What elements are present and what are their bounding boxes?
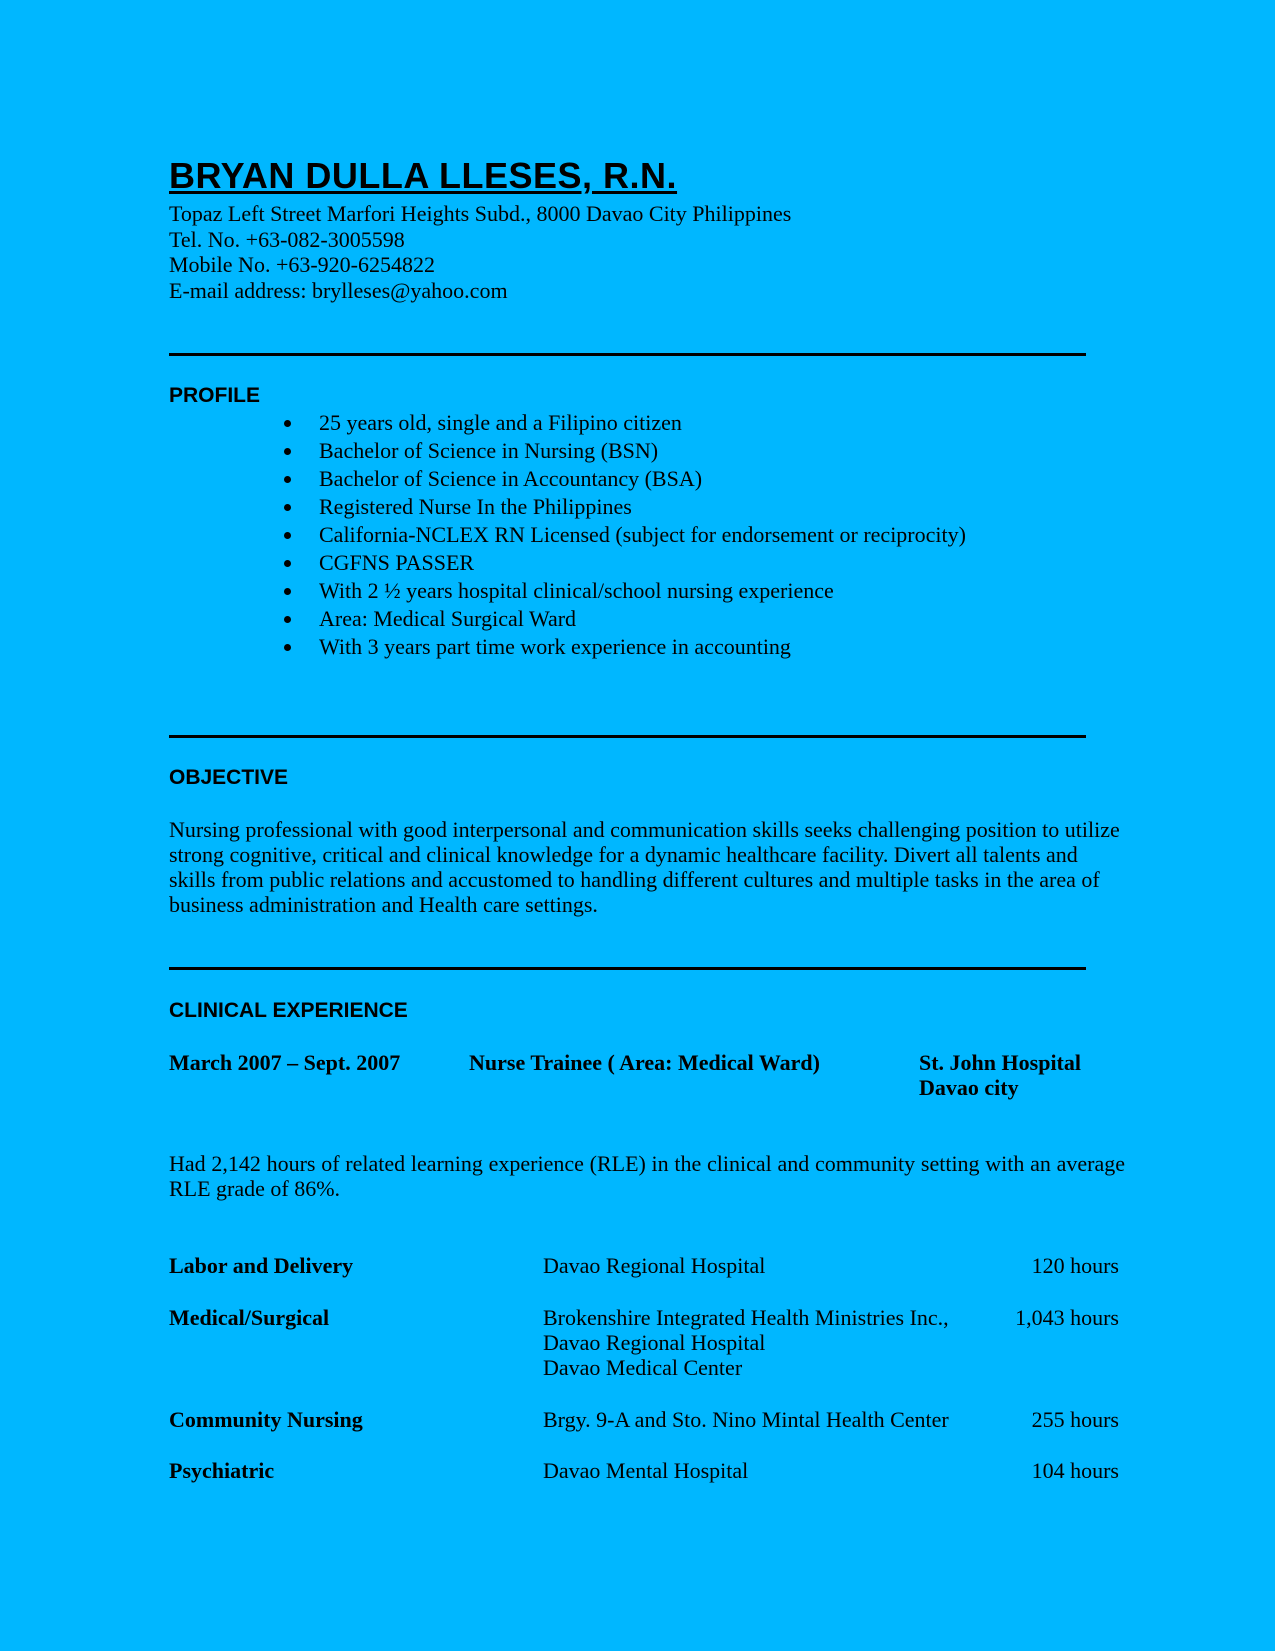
- rotation-site: Brokenshire Integrated Health Ministries Inc.,: [543, 1305, 949, 1330]
- profile-item: Area: Medical Surgical Ward: [280, 606, 966, 634]
- job-title: Nurse Trainee ( Area: Medical Ward): [469, 1050, 820, 1075]
- rotation-sites: [543, 1305, 949, 1380]
- candidate-name: BRYAN DULLA LLESES, R.N.: [169, 155, 678, 196]
- profile-item: Registered Nurse In the Philippines: [280, 494, 966, 522]
- objective-text: Nursing professional with good interpersonal and communication skills seeks challenging position to utilize strong cognitive, critical and clinical knowledge for a dynamic healthcare facility. Divert all talents and skills from public relations and accustomed to handling different cultures and multiple tasks in the area of business administration and Health care settings.: [169, 817, 1120, 917]
- clinical-heading: CLINICAL EXPERIENCE: [169, 999, 408, 1022]
- mobile-line: Mobile No. +63-920-6254822: [169, 252, 435, 277]
- section-divider: [169, 735, 1086, 738]
- profile-item: Bachelor of Science in Nursing (BSN): [280, 438, 966, 466]
- rotation-area: Medical/Surgical: [169, 1305, 330, 1330]
- bullet-icon: [284, 560, 291, 567]
- profile-heading: PROFILE: [169, 384, 261, 407]
- rotation-area: Community Nursing: [169, 1407, 363, 1432]
- job-dates: March 2007 – Sept. 2007: [169, 1050, 401, 1075]
- bullet-icon: [284, 504, 291, 511]
- bullet-icon: [284, 588, 291, 595]
- rotation-hours: 120 hours: [1031, 1253, 1119, 1278]
- profile-item: CGFNS PASSER: [280, 550, 966, 578]
- bullet-icon: [284, 420, 291, 427]
- section-divider: [169, 967, 1086, 970]
- rotation-site: Davao Regional Hospital: [543, 1330, 766, 1355]
- rotation-hours: 255 hours: [1031, 1407, 1119, 1432]
- objective-heading: OBJECTIVE: [169, 766, 289, 789]
- contact-block: [169, 201, 791, 303]
- rle-summary: Had 2,142 hours of related learning experience (RLE) in the clinical and community setting with an average RLE grade of 86%.: [169, 1151, 1125, 1201]
- email-line: E-mail address: brylleses@yahoo.com: [169, 277, 508, 303]
- profile-list: [280, 410, 966, 662]
- section-divider: [169, 353, 1086, 356]
- bullet-icon: [284, 532, 291, 539]
- rotation-site: Brgy. 9-A and Sto. Nino Mintal Health Center: [543, 1407, 949, 1432]
- rotation-area: Psychiatric: [169, 1458, 275, 1483]
- rotation-site: Davao Mental Hospital: [543, 1458, 749, 1483]
- address-line: Topaz Left Street Marfori Heights Subd., 8000 Davao City Philippines: [169, 201, 792, 226]
- rotation-area: Labor and Delivery: [169, 1253, 354, 1278]
- rotation-hours: 104 hours: [1031, 1458, 1119, 1483]
- bullet-icon: [284, 448, 291, 455]
- bullet-icon: [284, 616, 291, 623]
- bullet-icon: [284, 644, 291, 651]
- profile-item: California-NCLEX RN Licensed (subject for endorsement or reciprocity): [280, 522, 966, 550]
- job-place: [919, 1050, 1081, 1100]
- job-hospital: St. John Hospital: [919, 1050, 1081, 1075]
- profile-item: 25 years old, single and a Filipino citizen: [280, 410, 966, 438]
- profile-item: With 2 ½ years hospital clinical/school nursing experience: [280, 578, 966, 606]
- telephone-line: Tel. No. +63-082-3005598: [169, 226, 405, 252]
- rotation-site: Davao Regional Hospital: [543, 1253, 766, 1278]
- job-city: Davao city: [919, 1075, 1019, 1100]
- rotation-site: Davao Medical Center: [543, 1355, 743, 1380]
- rotation-hours: 1,043 hours: [1015, 1305, 1119, 1330]
- bullet-icon: [284, 476, 291, 483]
- profile-item: With 3 years part time work experience in accounting: [280, 634, 966, 662]
- profile-item: Bachelor of Science in Accountancy (BSA): [280, 466, 966, 494]
